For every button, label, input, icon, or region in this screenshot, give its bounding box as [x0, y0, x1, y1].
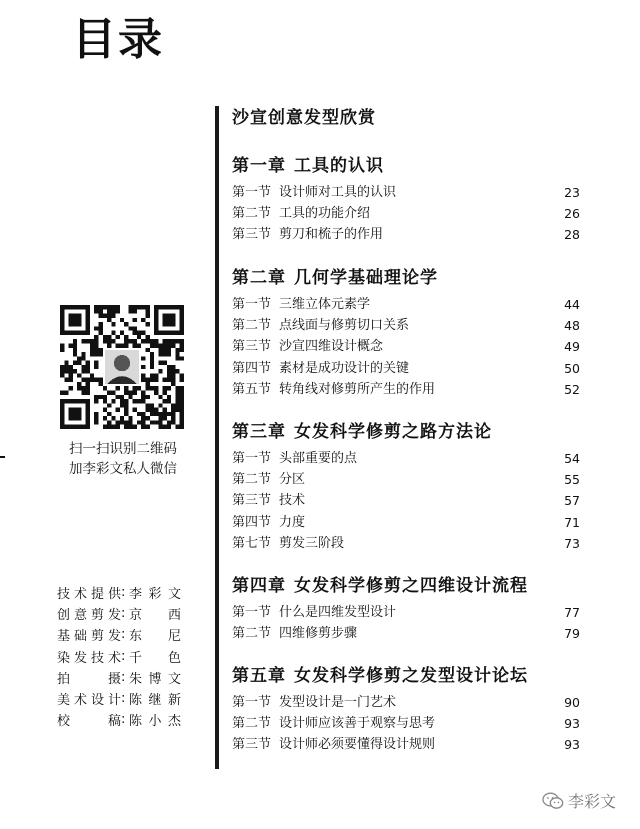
- toc-row: [232, 603, 580, 623]
- chapter-label: 第四章: [232, 576, 286, 596]
- section-title: 转角线对修剪所产生的作用: [279, 381, 436, 397]
- section-label: 第三节: [232, 227, 272, 243]
- section-label: 第三节: [232, 737, 272, 753]
- credit-role: 技术提供: [57, 587, 121, 603]
- toc-row: [232, 449, 580, 469]
- toc-row: [232, 693, 580, 713]
- chapter-name: 女发科学修剪之发型设计论坛: [294, 666, 528, 686]
- credit-role: 基础剪发: [57, 629, 121, 645]
- section-label: 第五节: [232, 381, 272, 397]
- section-title: 设计师应该善于观察与思考: [279, 716, 436, 732]
- section-label: 第三节: [232, 339, 272, 355]
- chapter-name: 几何学基础理论学: [294, 268, 438, 288]
- section-label: 第二节: [232, 206, 272, 222]
- credit-name: 李彩文: [129, 587, 181, 603]
- section-title: 素材是成功设计的关键: [279, 360, 410, 376]
- page-number: 54: [564, 451, 580, 466]
- section-title: 剪刀和梳子的作用: [279, 227, 384, 243]
- chapter-title: [232, 668, 528, 685]
- toc-row: [232, 624, 580, 644]
- credit-role: 美术设计: [57, 693, 121, 709]
- credit-name: 千色: [129, 650, 181, 666]
- qr-caption-line2: 加李彩文私人微信: [69, 461, 177, 477]
- section-title: 三维立体元素学: [279, 297, 371, 312]
- toc-row: [232, 714, 580, 734]
- section-label: 第二节: [232, 472, 272, 488]
- section-title: 工具的功能介绍: [279, 206, 371, 222]
- page-title: 目录: [72, 14, 164, 65]
- section-title: 什么是四维发型设计: [279, 605, 397, 620]
- credit-role: 拍摄: [57, 671, 121, 687]
- credit-row: 美术设计 : 陈继新: [57, 691, 181, 709]
- chapter-title: [232, 270, 438, 287]
- credit-row: 校稿 : 陈小杰: [57, 712, 181, 730]
- toc-row: [232, 380, 580, 400]
- section-label: 第一节: [232, 695, 272, 710]
- chapter-label: 第一章: [232, 156, 286, 176]
- toc-row: [232, 225, 580, 245]
- chapter-label: 第二章: [232, 268, 286, 288]
- section-title: 四维修剪步骤: [279, 626, 358, 642]
- credit-row: 基础剪发 : 东尼: [57, 627, 181, 645]
- page-number: 26: [564, 206, 580, 222]
- chapter-name: 工具的认识: [294, 156, 384, 176]
- watermark-text: 李彩文: [568, 792, 617, 811]
- page-number: 73: [564, 535, 580, 551]
- qr-caption-line1: 扫一扫识别二维码: [69, 441, 177, 457]
- credit-row: 创意剪发 : 京西: [57, 606, 181, 624]
- credit-row: 技术提供 : 李彩文: [57, 585, 181, 603]
- toc-row: [232, 735, 580, 755]
- credit-name: 京西: [129, 608, 181, 624]
- page-number: 23: [564, 185, 580, 200]
- toc-intro-heading: 沙宣创意发型欣赏: [232, 108, 376, 128]
- section-label: 第一节: [232, 451, 272, 466]
- section-title: 分区: [279, 472, 306, 488]
- page-number: 71: [564, 514, 580, 530]
- section-label: 第二节: [232, 626, 272, 642]
- toc-row: [232, 183, 580, 203]
- toc-row: [232, 470, 580, 490]
- credit-row: 染发技术 : 千色: [57, 648, 181, 666]
- toc-row: [232, 534, 580, 554]
- section-title: 头部重要的点: [279, 451, 358, 466]
- section-label: 第一节: [232, 185, 272, 200]
- credit-role: 校稿: [57, 714, 121, 730]
- credit-name: 朱博文: [129, 671, 181, 687]
- toc-row: [232, 513, 580, 533]
- section-title: 力度: [279, 514, 306, 530]
- section-title: 发型设计是一门艺术: [279, 695, 397, 710]
- section-label: 第二节: [232, 318, 272, 334]
- section-label: 第一节: [232, 605, 272, 620]
- page-number: 93: [564, 737, 580, 753]
- page-number: 90: [564, 695, 580, 710]
- toc-row: [232, 491, 580, 511]
- toc-row: [232, 359, 580, 379]
- toc-divider: [215, 106, 219, 769]
- credit-name: 陈小杰: [129, 714, 181, 730]
- chapter-label: 第三章: [232, 422, 286, 442]
- section-title: 沙宣四维设计概念: [279, 339, 384, 355]
- section-title: 技术: [279, 493, 306, 509]
- chapter-name: 女发科学修剪之路方法论: [294, 422, 492, 442]
- section-label: 第一节: [232, 297, 272, 312]
- section-label: 第七节: [232, 535, 272, 551]
- toc-row: [232, 204, 580, 224]
- chapter-title: [232, 424, 492, 441]
- edge-mark: [0, 456, 5, 458]
- toc-row: [232, 316, 580, 336]
- credits-list: [57, 582, 181, 730]
- toc-row: [232, 295, 580, 315]
- page-number: 50: [564, 360, 580, 376]
- page-number: 57: [564, 493, 580, 509]
- chapter-label: 第五章: [232, 666, 286, 686]
- section-title: 点线面与修剪切口关系: [279, 318, 410, 334]
- page-number: 28: [564, 227, 580, 243]
- page-number: 44: [564, 297, 580, 312]
- watermark: [542, 789, 616, 812]
- credit-row: 拍摄 : 朱博文: [57, 669, 181, 687]
- credit-role: 染发技术: [57, 650, 121, 666]
- chapter-title: [232, 578, 528, 595]
- section-label: 第四节: [232, 514, 272, 530]
- page-number: 49: [564, 339, 580, 355]
- credit-name: 东尼: [129, 629, 181, 645]
- section-label: 第二节: [232, 716, 272, 732]
- chapter-title: [232, 158, 384, 175]
- qr-code-icon: [60, 305, 184, 429]
- section-title: 设计师必须要懂得设计规则: [279, 737, 436, 753]
- chapter-name: 女发科学修剪之四维设计流程: [294, 576, 528, 596]
- page-number: 93: [564, 716, 580, 732]
- section-title: 设计师对工具的认识: [279, 185, 397, 200]
- page-number: 52: [564, 381, 580, 397]
- section-title: 剪发三阶段: [279, 535, 345, 551]
- page-number: 79: [564, 626, 580, 642]
- toc-row: [232, 337, 580, 357]
- section-label: 第三节: [232, 493, 272, 509]
- section-label: 第四节: [232, 360, 272, 376]
- credit-role: 创意剪发: [57, 608, 121, 624]
- page-number: 55: [564, 472, 580, 488]
- page-number: 77: [564, 605, 580, 620]
- credit-name: 陈继新: [129, 693, 181, 709]
- page-number: 48: [564, 318, 580, 334]
- wechat-icon: [542, 792, 564, 810]
